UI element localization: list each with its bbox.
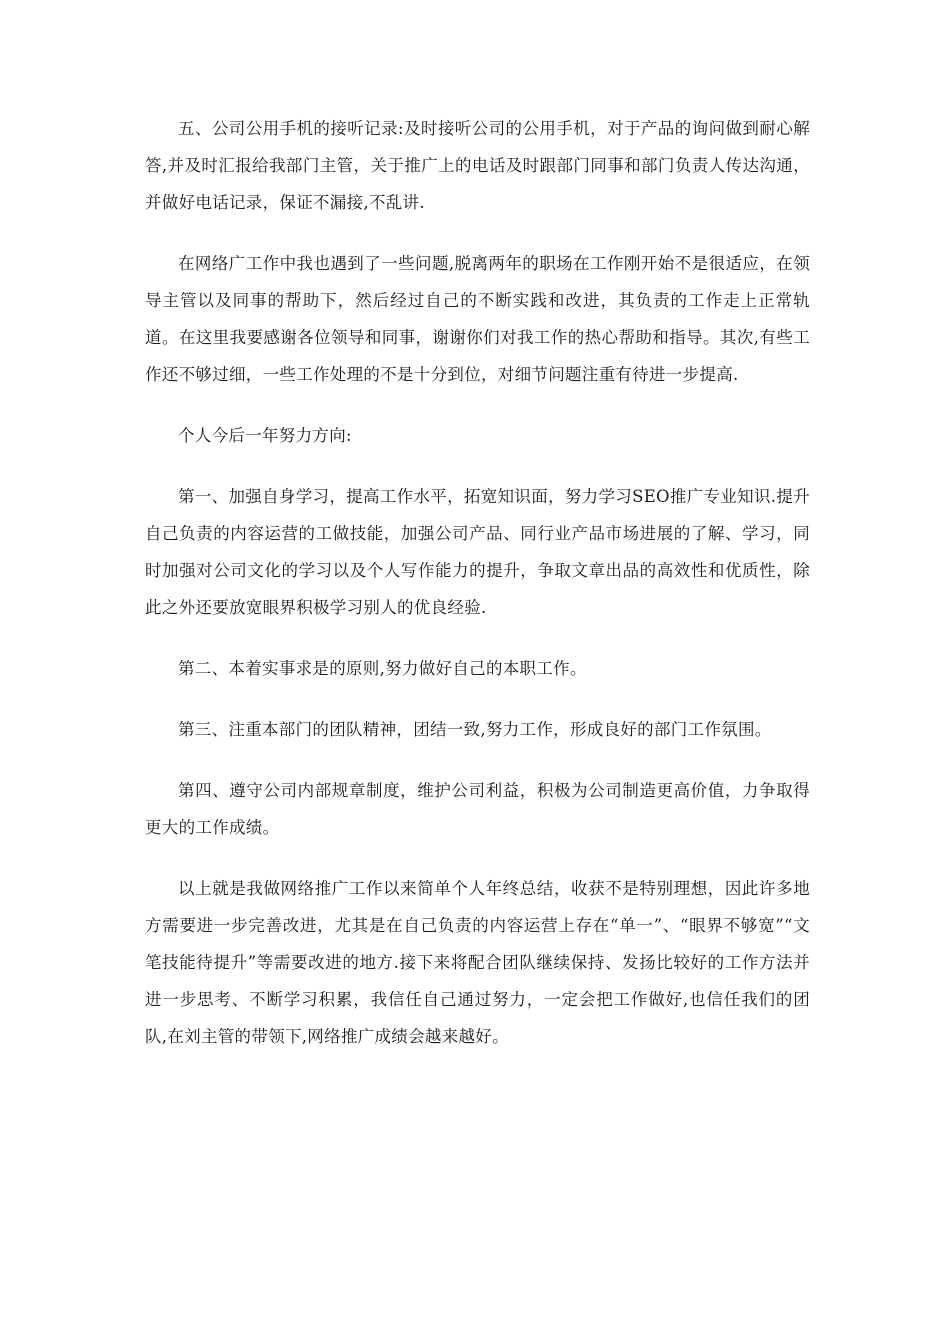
paragraph-problems: 在网络广工作中我也遇到了一些问题,脱离两年的职场在工作刚开始不是很适应，在领导主管以及同事的帮助下，然后经过自己的不断实践和改进，其负责的工作走上正常轨道。在这里我要感谢各位领导和同事，谢谢你们对我工作的热心帮助和指导。其次,有些工作还不够过细，一些工作处理的不是十分到位，对细节问题注重有待进一步提高. [145,254,810,384]
paragraph-goal-4: 第四、遵守公司内部规章制度，维护公司利益，积极为公司制造更高价值，力争取得更大的工作成绩。 [145,781,810,837]
paragraph-goal-2: 第二、本着实事求是的原则,努力做好自己的本职工作。 [178,659,587,678]
paragraph-phone-records: 五、公司公用手机的接听记录:及时接听公司的公用手机，对于产品的询问做到耐心解答,并及时汇报给我部门主管，关于推广上的电话及时跟部门同事和部门负责人传达沟通，并做好电话记录，保证不漏接,不乱讲. [145,119,810,212]
paragraph-goal-1: 第一、加强自身学习，提高工作水平，拓宽知识面，努力学习SEO推广专业知识.提升自己负责的内容运营的工做技能，加强公司产品、同行业产品市场进展的了解、学习，同时加强对公司文化的学习以及个人写作能力的提升，争取文章出品的高效性和优质性，除此之外还要放宽眼界积极学习别人的优良经验. [145,487,810,617]
document-page [145,110,810,1079]
paragraph-conclusion: 以上就是我做网络推广工作以来简单个人年终总结，收获不是特别理想，因此许多地方需要进一步完善改进，尤其是在自己负责的内容运营上存在“单一”、“眼界不够宽”“文笔技能待提升”等需要改进的地方.接下来将配合团队继续保持、发扬比较好的工作方法并进一步思考、不断学习积累，我信任自己通过努力，一定会把工作做好,也信任我们的团队,在刘主管的带领下,网络推广成绩会越来越好。 [145,879,810,1046]
paragraph-goal-3: 第三、注重本部门的团队精神，团结一致,努力工作，形成良好的部门工作氛围。 [178,720,772,739]
paragraph-direction-heading: 个人今后一年努力方向: [178,426,352,445]
